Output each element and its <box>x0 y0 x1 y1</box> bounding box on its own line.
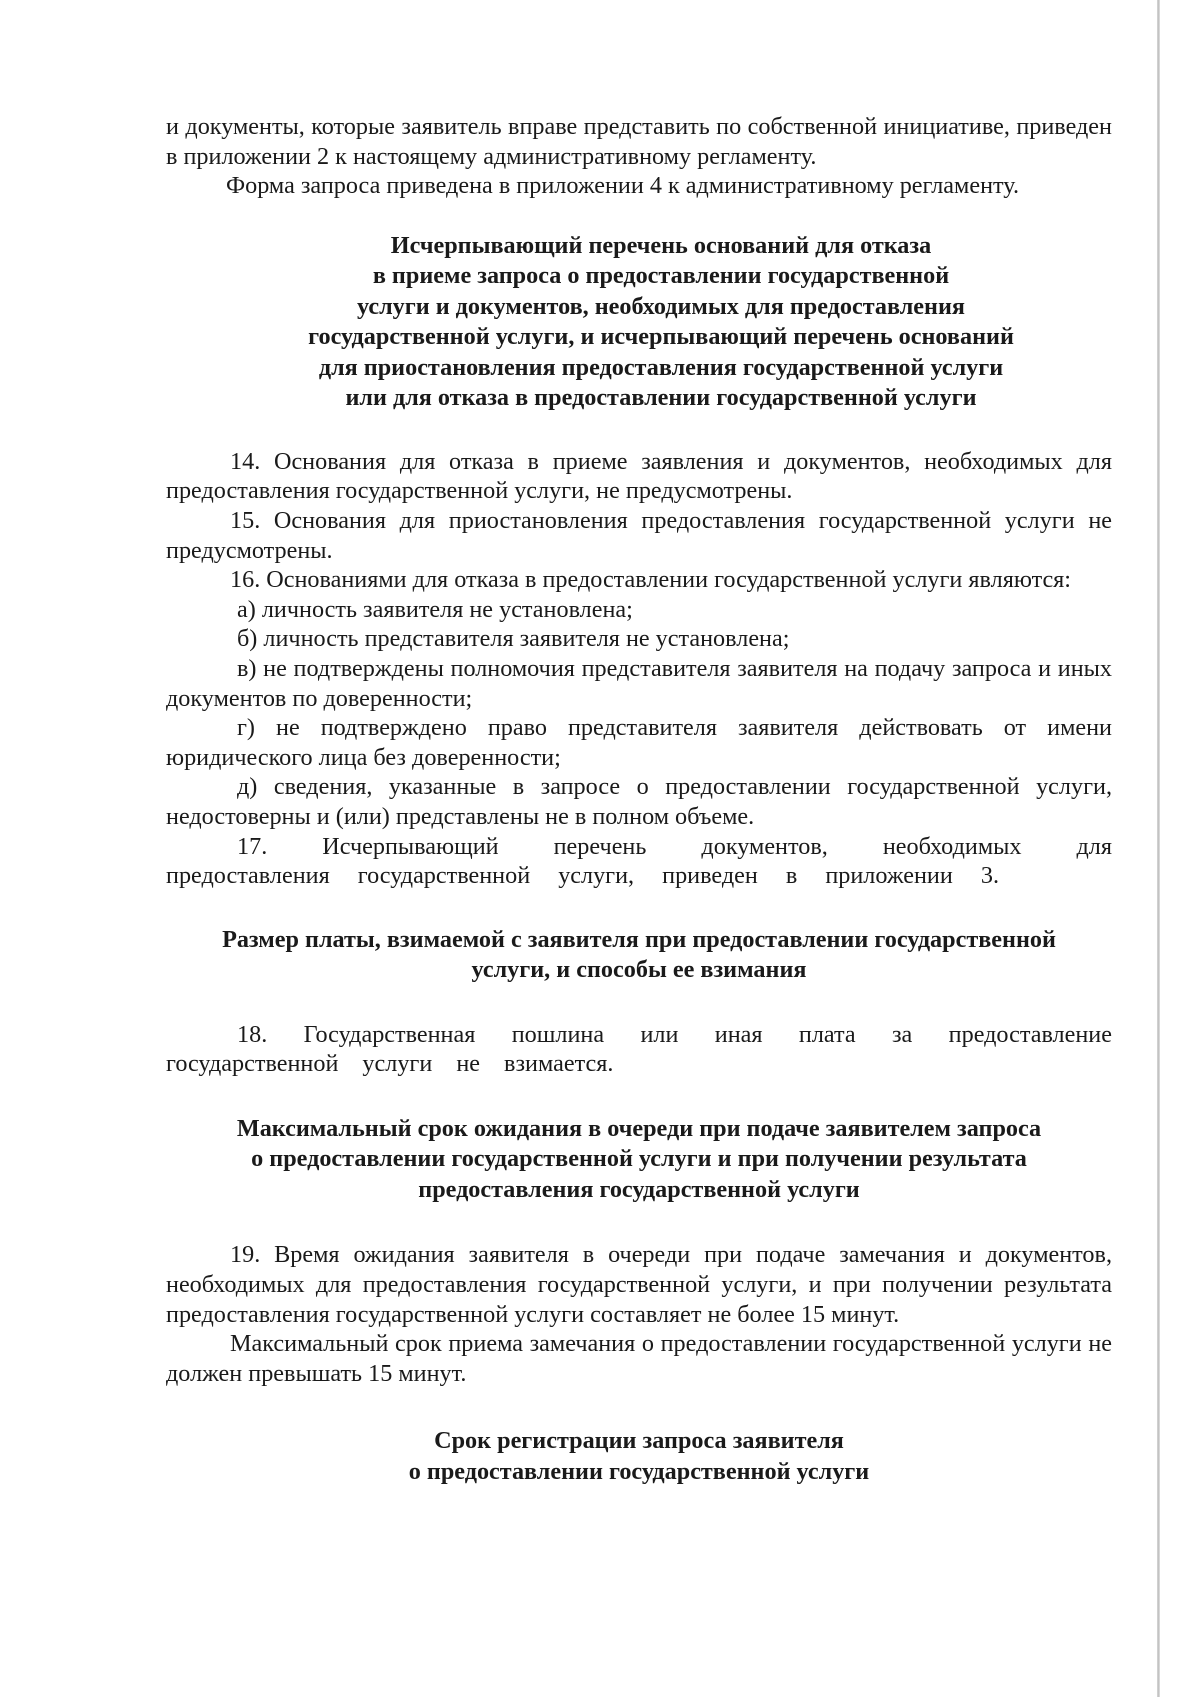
list-item-g: г) не подтверждено право представителя заявителя действовать от имени юридического лица без доверенности; <box>166 714 1112 771</box>
max-term-paragraph: Максимальный срок приема замечания о предоставлении государственной услуги не должен превышать 15 минут. <box>166 1330 1112 1387</box>
list-item-b: б) личность представителя заявителя не установлена; <box>237 625 790 653</box>
queue-time-heading: Максимальный срок ожидания в очереди при подаче заявителем запроса о предоставлении государственной услуги и при получении результата предоставления государственной услуги <box>236 1114 1042 1203</box>
refusal-grounds-heading: Исчерпывающий перечень оснований для отказа в приеме запроса о предоставлении государственной услуги и документов, необходимых для предоставления государственной услуги, и исчерпывающий перечень оснований для приостановления предоставления государственной услуги или для отказа в предоставлении государственной услуги <box>308 231 1014 412</box>
paragraph-17: 17. Исчерпывающий перечень документов, необходимых для предоставления государственной услуги, приведен в приложении 3. <box>166 832 1112 890</box>
paragraph-15: 15. Основания для приостановления предоставления государственной услуги не предусмотрены. <box>166 506 1112 564</box>
list-item-d: д) сведения, указанные в запросе о предоставлении государственной услуги, недостоверны и (или) представлены не в полном объеме. <box>166 773 1112 830</box>
paragraph-18: 18. Государственная пошлина или иная плата за предоставление государственной услуги не взимается. <box>166 1020 1112 1078</box>
list-item-a: а) личность заявителя не установлена; <box>237 595 633 623</box>
document-page <box>166 112 1112 1487</box>
paragraph-16: 16. Основаниями для отказа в предоставлении государственной услуги являются: <box>230 566 1072 594</box>
request-form-paragraph: Форма запроса приведена в приложении 4 к административному регламенту. <box>226 172 1019 200</box>
page-edge-shadow <box>1157 0 1160 1697</box>
paragraph-19: 19. Время ожидания заявителя в очереди при подаче замечания и документов, необходимых для предоставления государственной услуги, и при получении результата предоставления государственной услуги составляет не более 15 минут. <box>166 1241 1112 1328</box>
fee-heading: Размер платы, взимаемой с заявителя при предоставлении государственной услуги, и способы ее взимания <box>222 925 1056 984</box>
registration-term-heading: Срок регистрации запроса заявителя о предоставлении государственной услуги <box>408 1427 870 1485</box>
list-item-v: в) не подтверждены полномочия представителя заявителя на подачу запроса и иных документов по доверенности; <box>166 654 1112 712</box>
intro-paragraph: и документы, которые заявитель вправе представить по собственной инициативе, приведен в приложении 2 к настоящему административному регламенту. <box>166 113 1112 170</box>
paragraph-14: 14. Основания для отказа в приеме заявления и документов, необходимых для предоставления государственной услуги, не предусмотрены. <box>166 447 1112 505</box>
